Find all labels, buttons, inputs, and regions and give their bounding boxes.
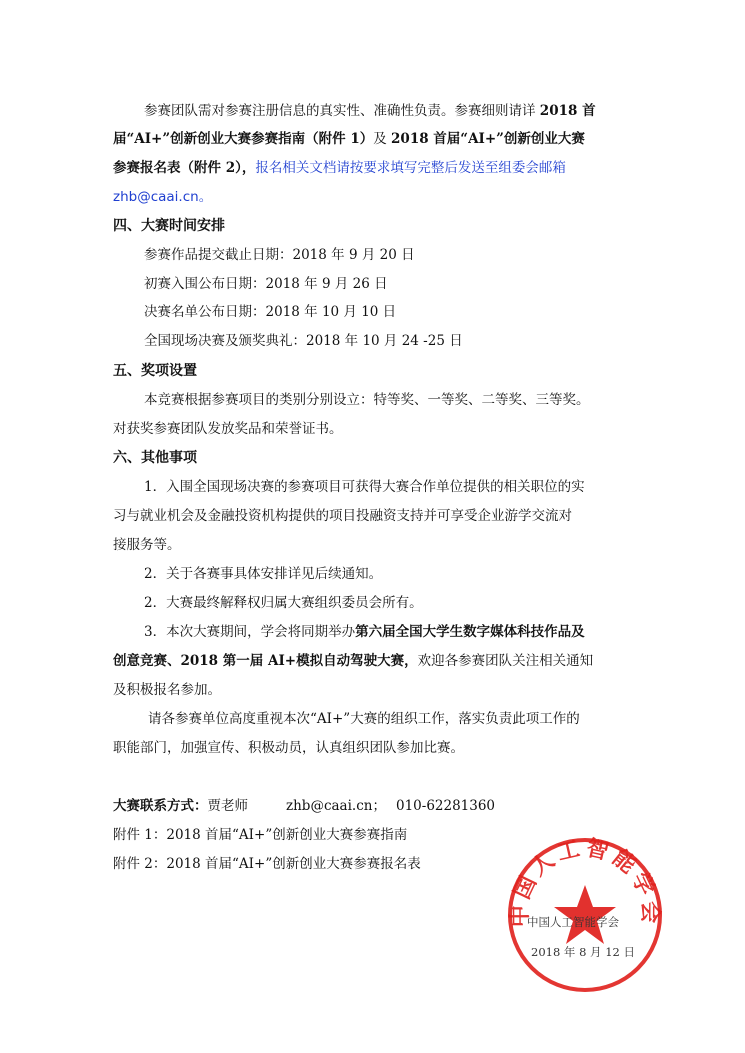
contact-email[interactable]: zhb@caai.cn (286, 798, 373, 814)
email-link-line[interactable]: zhb@caai.cn。 (113, 189, 213, 205)
closing-line1: 请各参赛单位高度重视本次“AI+”大赛的组织工作，落实负责此项工作的 (148, 711, 580, 727)
section6-item4-line2 (113, 651, 593, 671)
section6-item1-line2: 习与就业机会及金融投资机构提供的项目投融资支持并可享受企业游学交流对 (113, 508, 572, 524)
contact-person: 贾老师 (207, 798, 248, 814)
schedule-item: 初赛入围公布日期：2018 年 9 月 26 日 (144, 276, 388, 292)
text-span-bold: 2018 首届“AI+”创新创业大赛 (391, 131, 585, 147)
contact-line (113, 796, 495, 816)
schedule-item: 参赛作品提交截止日期：2018 年 9 月 20 日 (144, 247, 415, 263)
section5-line1: 本竞赛根据参赛项目的类别分别设立：特等奖、一等奖、二等奖、三等奖。 (144, 392, 590, 408)
signature-date: 2018 年 8 月 12 日 (531, 945, 635, 959)
text-span: 欢迎各参赛团队关注相关通知 (417, 653, 594, 669)
paragraph1-line3 (113, 158, 566, 178)
text-span: 参赛团队需对参赛注册信息的真实性、准确性负责。参赛细则请详 (144, 103, 540, 119)
section4-heading: 四、大赛时间安排 (113, 218, 225, 234)
text-span-bold: 2018 首 (539, 103, 596, 119)
section6-item1-line3: 接服务等。 (113, 537, 181, 553)
closing-line2: 职能部门，加强宣传、积极动员，认真组织团队参加比赛。 (113, 740, 464, 756)
section6-heading: 六、其他事项 (113, 450, 197, 466)
text-span: 3．本次大赛期间，学会将同期举办 (144, 624, 356, 640)
section6-item2: 2．关于各赛事具体安排详见后续通知。 (144, 566, 383, 582)
section6-item4-line3: 及积极报名参加。 (113, 682, 221, 698)
text-span: 及 (373, 131, 392, 147)
seal-text: 中国人工智能学会 (507, 835, 663, 928)
text-span-bold: 届“AI+”创新创业大赛参赛指南（附件 1） (113, 131, 374, 147)
contact-label: 大赛联系方式： (113, 798, 208, 814)
text-span-blue: 报名相关文档请按要求填写完整后发送至组委会邮箱 (255, 160, 566, 176)
text-span-bold: 第六届全国大学生数字媒体科技作品及 (355, 624, 585, 640)
contact-separator: ； (372, 798, 386, 814)
text-span-bold: 参赛报名表（附件 2）， (113, 160, 256, 176)
schedule-item: 决赛名单公布日期：2018 年 10 月 10 日 (144, 304, 397, 320)
schedule-item: 全国现场决赛及颁奖典礼：2018 年 10 月 24 -25 日 (144, 333, 463, 349)
paragraph1-line1 (144, 101, 596, 121)
contact-phone: 010-62281360 (395, 798, 496, 814)
text-span-bold: 创意竞赛、2018 第一届 AI+模拟自动驾驶大赛， (113, 653, 418, 669)
section5-line2: 对获奖参赛团队发放奖品和荣誉证书。 (113, 421, 343, 437)
section5-heading: 五、奖项设置 (113, 363, 197, 379)
section6-item4-line1 (144, 622, 585, 642)
section6-item1-line1: 1．入围全国现场决赛的参赛项目可获得大赛合作单位提供的相关职位的实 (144, 479, 585, 495)
attachment-item: 附件 2：2018 首届“AI+”创新创业大赛参赛报名表 (113, 856, 421, 872)
attachment-item: 附件 1：2018 首届“AI+”创新创业大赛参赛指南 (113, 827, 408, 843)
signature-org: 中国人工智能学会 (527, 915, 619, 929)
section6-item3: 2．大赛最终解释权归属大赛组织委员会所有。 (144, 595, 423, 611)
paragraph1-line2 (113, 129, 585, 149)
